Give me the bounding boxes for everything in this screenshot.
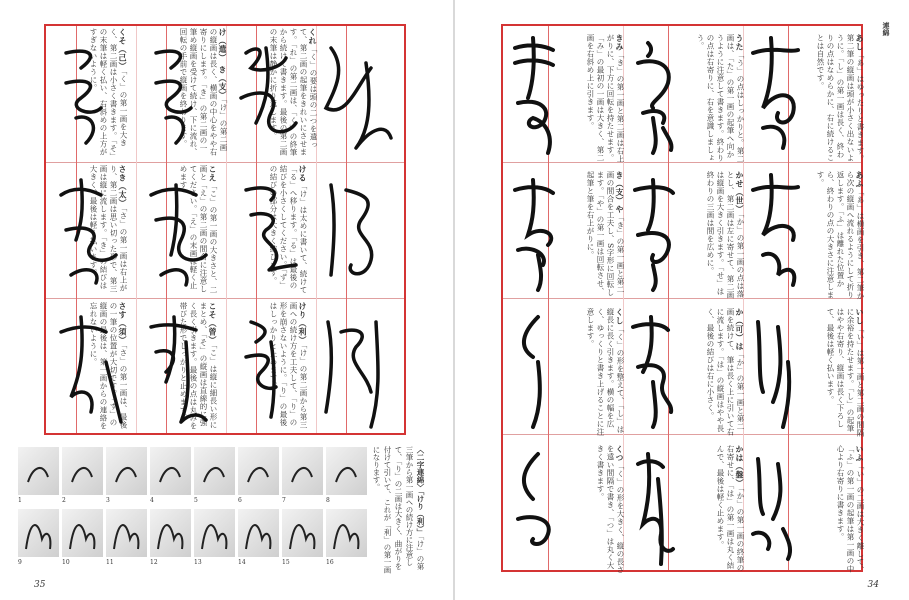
photo-label-13: 13: [194, 559, 202, 566]
brush-stroke-ashi: [743, 28, 803, 158]
left-page: [0, 0, 453, 600]
calligraphy-kiya: [503, 165, 623, 295]
stroke-photo-3: [106, 447, 147, 495]
explanation-koro: くそ（己）「く」の第一画を大きく、第二画は小さく書きます。「そ」の末筆は軽く払い、右斜めの上方がすぎないように。: [89, 28, 128, 157]
brush-stroke-afu: [743, 165, 803, 295]
caption-title: 〈二字連綿〉「けり（利）」: [416, 446, 425, 536]
calligraphy-kutsu: [503, 439, 625, 574]
right-page: [455, 0, 909, 600]
brush-stroke-kaha-ban: [623, 439, 683, 569]
stroke-order-photos: [18, 447, 368, 577]
brush-stroke-koso: [226, 302, 316, 432]
calligraphy-koro-2: [46, 28, 136, 158]
stroke-photo-1: [18, 447, 59, 495]
calligraphy-kase: [623, 165, 745, 299]
brush-stroke-ifu: [743, 439, 803, 569]
photo-label-12: 12: [150, 559, 158, 566]
caption-text: 「け」の第三筆から第一画への続け方に注意して、「り」の二画は大きく、曲がりを付けて引いて、これが「利」の第一画になります。: [372, 446, 425, 574]
photo-label-3: 3: [106, 497, 110, 504]
explanation-kaha-ban: かは（盤）「か」の第一画の終筆の右寄せに、「は」の第一画は丸く結んで、最後は軽く止めます。: [716, 445, 745, 572]
explanation-afu: あふ「あ」は横画を引き、第二筆から次の縦画へ流れるようにして折り返します。「ふ」は離れた位置から、終わりの点の大きさに注意します。: [816, 171, 865, 300]
stroke-photo-6: [238, 447, 279, 495]
brush-stroke-keru: [316, 165, 406, 295]
explanation-uta: うた「う」の点はしっかりと。第二画は、「た」の第一画の起筆へ向かうように注意して書きます。終わりの点は右寄りに、右を意識しましょう。: [696, 34, 745, 163]
explanation-saki: さき（太）「さ」の第一画は右上がり、第二画は思い切った形で、第三画は縦に流します。「き」の結びは大きく、最後は軽く払います。: [89, 165, 128, 293]
stroke-photo-10: [62, 509, 103, 557]
brush-stroke-kiya: [503, 165, 563, 295]
calligraphy-chi: [46, 302, 136, 432]
brush-stroke-keki: [226, 28, 316, 158]
calligraphy-keki: [179, 28, 316, 158]
explanation-keki: け（遣） き（支）「け」の第二画の縦画は長く、横画の中心をやや右寄りにします。「き」の第二画の一筆め縦画を受けて続け、下に流れ、回転の手前で縦画を終わります。: [179, 28, 228, 156]
brush-stroke-chi: [46, 302, 136, 432]
brush-stroke-kaha: [623, 302, 683, 432]
calligraphy-sasu: [89, 302, 226, 432]
brush-stroke-koro: [136, 28, 226, 158]
stroke-photo-2: [62, 447, 103, 495]
explanation-kaha: か（可）は「か」の第一画と第二画を続けて、筆は長く上に引いて右に流します。「は」の縦画はやや長く、最後の結びは右に小さく。: [706, 308, 745, 436]
photo-label-9: 9: [18, 559, 22, 566]
calligraphy-ishi: [743, 302, 865, 437]
explanation-koe: こえ「こ」の第一画の大きさと、二画と「え」の第二画の間合に注意してください。「え」の末画は軽く止めます。: [179, 165, 218, 294]
photo-label-15: 15: [282, 559, 290, 566]
calligraphy-kimi: [503, 28, 625, 163]
calligraphy-koe: [179, 165, 316, 295]
explanation-ashi: あし「あ」はゆったりと書きます。第二筆の縦画は頭が小さく出ないように。「し」の第一画は長く、終わりの点はなめらかに、右に続けることは自然です。: [816, 34, 865, 163]
photo-label-4: 4: [150, 497, 154, 504]
photo-label-2: 2: [62, 497, 66, 504]
stroke-photo-14: [238, 509, 279, 557]
explanation-kiya: き（支）や「き」の第一画と第二画の間合を工夫し、S字形に回転します。「や」の第一画は回転させ、起筆と筆を右上がりに。: [586, 171, 625, 297]
calligraphy-kaha-ban: [623, 439, 745, 572]
page-number-right: 34: [867, 580, 879, 590]
stroke-photo-11: [106, 509, 147, 557]
photo-label-1: 1: [18, 497, 22, 504]
stroke-photo-7: [282, 447, 323, 495]
explanation-kushi: くし「く」の形を整えて、「し」は縦長に長く引きます。横の幅を広く、ゆっくりと書き上げることに注意します。: [586, 308, 625, 436]
photo-label-10: 10: [62, 559, 70, 566]
explanation-kure: くれ「く」の要は頭の二つを遣って、第二画の起筆をきれいにさせます。「れ」の第二画は、「く」の終筆から続けて書きます。最後の第二画の末筆は静かに折り返します。: [269, 28, 318, 157]
explanation-kimi: きみ「き」の第一画と第二画は右上がりに、下方に回転を持たせます。「み」の最初の一画は大きく、第二画を右斜め上に引きます。: [586, 34, 625, 163]
photo-label-8: 8: [326, 497, 330, 504]
stroke-photo-4: [150, 447, 191, 495]
explanation-ishi: いし「い」は第一画と第二画の間隔に余裕を持たせます。「し」の起筆はやや右寄り、縦画は長く下ろして、最後は軽く払います。: [826, 308, 865, 437]
explanation-koso: こそ（曾）「こ」は縦に細長い形にまとめ、「そ」の縦画は直線的に強く長く引きます。最後の点は丸みを帯びた形でしっかりと止めます。: [179, 302, 218, 430]
stroke-photo-8: [326, 447, 367, 495]
photo-label-6: 6: [238, 497, 242, 504]
explanation-keri: けり（利）「け」の第二画から第三画への続け方を工夫して、「り」の形を崩さないように。「り」の最後はしっかりと止めます。: [269, 302, 308, 429]
brush-stroke-saki: [136, 165, 226, 295]
brush-stroke-keri: [316, 302, 406, 432]
section-tab: 連綿: [882, 22, 891, 36]
calligraphy-kaha: [623, 302, 745, 436]
explanation-kutsu: くつ「く」の形を大きく、縦の長さを遠い間隔で書き、「つ」は丸く大きく書きます。: [596, 445, 625, 574]
calligraphy-koso: [179, 302, 316, 432]
brush-stroke-kushi: [503, 302, 563, 432]
explanation-ifu: いふ「い」の二画は大きく離して、「ふ」の第一画の起筆は第一画の中心より右寄りに書きます。: [836, 445, 865, 574]
brush-stroke-ishi: [743, 302, 803, 432]
brush-stroke-kimi: [503, 28, 563, 158]
calligraphy-keri: [269, 302, 406, 432]
stroke-photo-13: [194, 509, 235, 557]
calligraphy-ashi: [743, 28, 865, 163]
calligraphy-kushi: [503, 302, 625, 436]
brush-stroke-uta: [623, 28, 683, 158]
calligraphy-uta: [623, 28, 745, 163]
stroke-photo-15: [282, 509, 323, 557]
calligraphy-afu: [743, 165, 865, 300]
brush-stroke-kase: [623, 165, 683, 295]
explanation-keru: ける「け」は太めに書いて、続けて「る」へ移ります。「る」は最後の結びを小さくしてください。「ず」の結びの部分は大きく結びます。: [269, 165, 308, 294]
photo-caption: [372, 446, 426, 576]
explanation-sasu: さす（須）「さ」の第一画は、最後の一筆の位置が大切です。「す」の縦画の最後は、第一画からの連絡を忘れないように。: [89, 302, 128, 430]
brush-stroke-kutsu: [503, 439, 563, 569]
photo-label-16: 16: [326, 559, 334, 566]
calligraphy-ifu: [743, 439, 865, 574]
stroke-photo-16: [326, 509, 367, 557]
brush-stroke-kure: [316, 28, 406, 158]
photo-label-5: 5: [194, 497, 198, 504]
photo-label-14: 14: [238, 559, 246, 566]
calligraphy-kure: [269, 28, 406, 158]
calligraphy-keru: [269, 165, 406, 295]
brush-stroke-koro-2: [46, 28, 136, 158]
calligraphy-sama: [46, 165, 136, 295]
brush-stroke-koe: [226, 165, 316, 295]
explanation-kase: かせ（世）「か」の第一画の点は落とし、第二画は左に寄せて、第二画は縦画を大きく引きます。「せ」は終わりの三画は間を広めに。: [706, 171, 745, 299]
photo-label-7: 7: [282, 497, 286, 504]
brush-stroke-sasu: [136, 302, 226, 432]
stroke-photo-12: [150, 509, 191, 557]
brush-stroke-sama: [46, 165, 136, 295]
stroke-photo-5: [194, 447, 235, 495]
page-number-left: 35: [34, 580, 46, 590]
calligraphy-saki: [89, 165, 226, 295]
photo-label-11: 11: [106, 559, 114, 566]
stroke-photo-9: [18, 509, 59, 557]
calligraphy-koro: [89, 28, 226, 158]
